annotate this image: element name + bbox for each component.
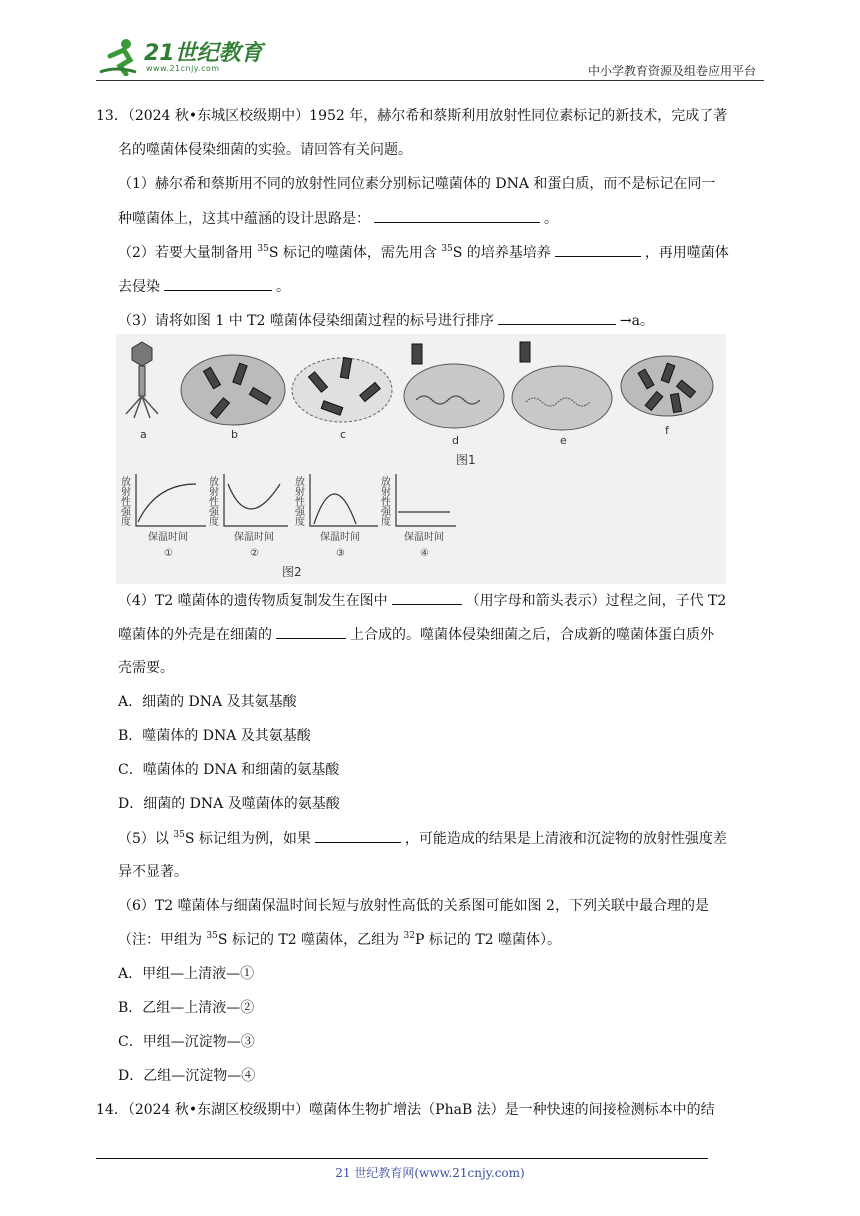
q13-part1-line1: （1）赫尔希和蔡斯用不同的放射性同位素分别标记噬菌体的 DNA 和蛋白质，而不是标记在同一 xyxy=(118,176,716,192)
part2-text-c: S 的培养基培养 xyxy=(452,245,551,261)
logo-text: 21世纪教育 xyxy=(144,41,263,66)
sup-35: 35 xyxy=(257,244,269,254)
option-6d-text: D．乙组—沉淀物— xyxy=(118,1068,242,1084)
graph2-number: ② xyxy=(250,548,259,559)
fig1-label-a: a xyxy=(140,428,147,441)
platform-title: 中小学教育资源及组卷应用平台 xyxy=(587,64,756,78)
q13-part5-line2: 异不显著。 xyxy=(118,864,188,880)
graph4-xlabel: 保温时间 xyxy=(404,532,444,543)
option-6d-mark: ④ xyxy=(241,1068,256,1084)
answer-blank-4[interactable] xyxy=(498,310,616,325)
answer-blank-6[interactable] xyxy=(276,624,346,639)
fig1-label-e: e xyxy=(560,434,567,447)
q13-line2: 名的噬菌体侵染细菌的实验。请回答有关问题。 xyxy=(118,142,412,158)
option-6c[interactable] xyxy=(118,1032,255,1052)
option-6a-text: A．甲组—上清液— xyxy=(118,966,241,982)
q13-number: 13． xyxy=(96,108,128,124)
part5-text-a: （5）以 xyxy=(118,831,174,847)
q14-number: 14． xyxy=(96,1102,128,1118)
q14-line1 xyxy=(96,1100,715,1120)
graph1-ylabel: 放射性强度 xyxy=(118,476,130,526)
option-6b[interactable] xyxy=(118,998,254,1018)
part1-end: 。 xyxy=(544,211,558,227)
part2-text-a: （2）若要大量制备用 xyxy=(118,245,258,261)
sup-35: 35 xyxy=(173,830,185,840)
header-divider xyxy=(96,80,764,81)
part5-text-c: ，可能造成的结果是上清液和沉淀物的放射性强度差 xyxy=(404,831,727,847)
q13-line1 xyxy=(96,106,727,126)
q13-part5-line1 xyxy=(118,828,727,849)
part3-text: （3）请将如图 1 中 T2 噬菌体侵染细菌过程的标号进行排序 xyxy=(118,313,494,329)
graph3-ylabel: 放射性强度 xyxy=(292,476,304,526)
q13-part2-line1 xyxy=(118,242,729,263)
fig1-label-f: f xyxy=(665,424,669,437)
part2-line2-text: 去侵染 xyxy=(118,279,160,295)
option-6a[interactable] xyxy=(118,964,254,984)
fig2-caption: 图2 xyxy=(282,565,302,579)
option-6c-text: C．甲组—沉淀物— xyxy=(118,1034,241,1050)
q13-part2-line2 xyxy=(118,276,290,297)
bacterium-e xyxy=(512,366,612,430)
fig1-label-d: d xyxy=(452,434,459,447)
part2-text-b: S 标记的噬菌体，需先用含 xyxy=(268,245,442,261)
graph2-ylabel: 放射性强度 xyxy=(206,476,218,526)
sup-32: 32 xyxy=(403,931,415,941)
runner-logo-icon xyxy=(96,36,142,76)
option-6b-text: B．乙组—上清液— xyxy=(118,1000,241,1016)
part4-text-a: （4）T2 噬菌体的遗传物质复制发生在图中 xyxy=(118,593,388,609)
option-6b-mark: ② xyxy=(240,1000,255,1016)
graph3-xlabel: 保温时间 xyxy=(320,532,360,543)
footer-divider xyxy=(96,1158,708,1159)
q13-part4-line3: 壳需要。 xyxy=(118,660,174,676)
part4-line2-b: 上合成的。噬菌体侵染细菌之后，合成新的噬菌体蛋白质外 xyxy=(350,627,714,643)
part6-text-a: （注：甲组为 xyxy=(118,932,207,948)
q14-stem: （2024 秋•东湖区校级期中）噬菌体生物扩增法（PhaB 法）是一种快速的间接检测标本中的结 xyxy=(127,1102,715,1118)
answer-blank-7[interactable] xyxy=(315,828,401,843)
graph3-number: ③ xyxy=(336,548,345,559)
graph1-xlabel: 保温时间 xyxy=(148,532,188,543)
part6-text-c: P 标记的 T2 噬菌体）。 xyxy=(415,932,562,948)
figure-phage-infection xyxy=(116,334,726,584)
option-4a[interactable]: A．细菌的 DNA 及其氨基酸 xyxy=(118,694,297,710)
site-logo xyxy=(96,36,266,82)
part2-text-d: ，再用噬菌体 xyxy=(644,245,729,261)
phage-icon xyxy=(126,342,158,418)
part5-text-b: S 标记组为例，如果 xyxy=(184,831,311,847)
fig1-label-b: b xyxy=(231,428,238,441)
sup-35: 35 xyxy=(206,931,218,941)
answer-blank-2[interactable] xyxy=(555,242,641,257)
option-4c[interactable]: C．噬菌体的 DNA 和细菌的氨基酸 xyxy=(118,762,340,778)
answer-blank-5[interactable] xyxy=(392,590,462,605)
q13-part3 xyxy=(118,310,654,331)
graph4-number: ④ xyxy=(420,548,429,559)
q13-part4-line1 xyxy=(118,590,726,611)
q13-part1-line2 xyxy=(118,208,558,229)
logo-url: www.21cnjy.com xyxy=(146,64,220,73)
part3-end: →a。 xyxy=(619,313,654,329)
option-6d[interactable] xyxy=(118,1066,255,1086)
graph2-xlabel: 保温时间 xyxy=(234,532,274,543)
answer-blank-1[interactable] xyxy=(374,208,540,223)
sup-35: 35 xyxy=(441,244,453,254)
option-4b[interactable]: B．噬菌体的 DNA 及其氨基酸 xyxy=(118,728,311,744)
q13-stem: （2024 秋•东城区校级期中）1952 年，赫尔希和蔡斯利用放射性同位素标记的新技术，完成了著 xyxy=(127,108,728,124)
q13-part6-line1: （6）T2 噬菌体与细菌保温时间长短与放射性高低的关系图可能如图 2，下列关联中最合理的是 xyxy=(118,898,709,914)
fig1-caption: 图1 xyxy=(456,453,476,467)
graph1-number: ① xyxy=(164,548,173,559)
part1-text: 种噬菌体上，这其中蕴涵的设计思路是： xyxy=(118,211,370,227)
footer-text[interactable]: 21 世纪教育网(www.21cnjy.com) xyxy=(335,1166,525,1180)
part2-line2-end: 。 xyxy=(276,279,290,295)
option-4d[interactable]: D．细菌的 DNA 及噬菌体的氨基酸 xyxy=(118,796,340,812)
answer-blank-3[interactable] xyxy=(164,276,272,291)
q13-part4-line2 xyxy=(118,624,714,645)
part4-line2-a: 噬菌体的外壳是在细菌的 xyxy=(118,627,272,643)
part6-text-b: S 标记的 T2 噬菌体，乙组为 xyxy=(217,932,404,948)
part4-text-b: （用字母和箭头表示）过程之间，子代 T2 xyxy=(465,593,727,609)
graph4-ylabel: 放射性强度 xyxy=(378,476,390,526)
bacterium-b xyxy=(181,355,285,425)
q13-part6-line2 xyxy=(118,930,561,950)
option-6c-mark: ③ xyxy=(240,1034,255,1050)
fig1-label-c: c xyxy=(340,428,347,441)
option-6a-mark: ① xyxy=(240,966,255,982)
